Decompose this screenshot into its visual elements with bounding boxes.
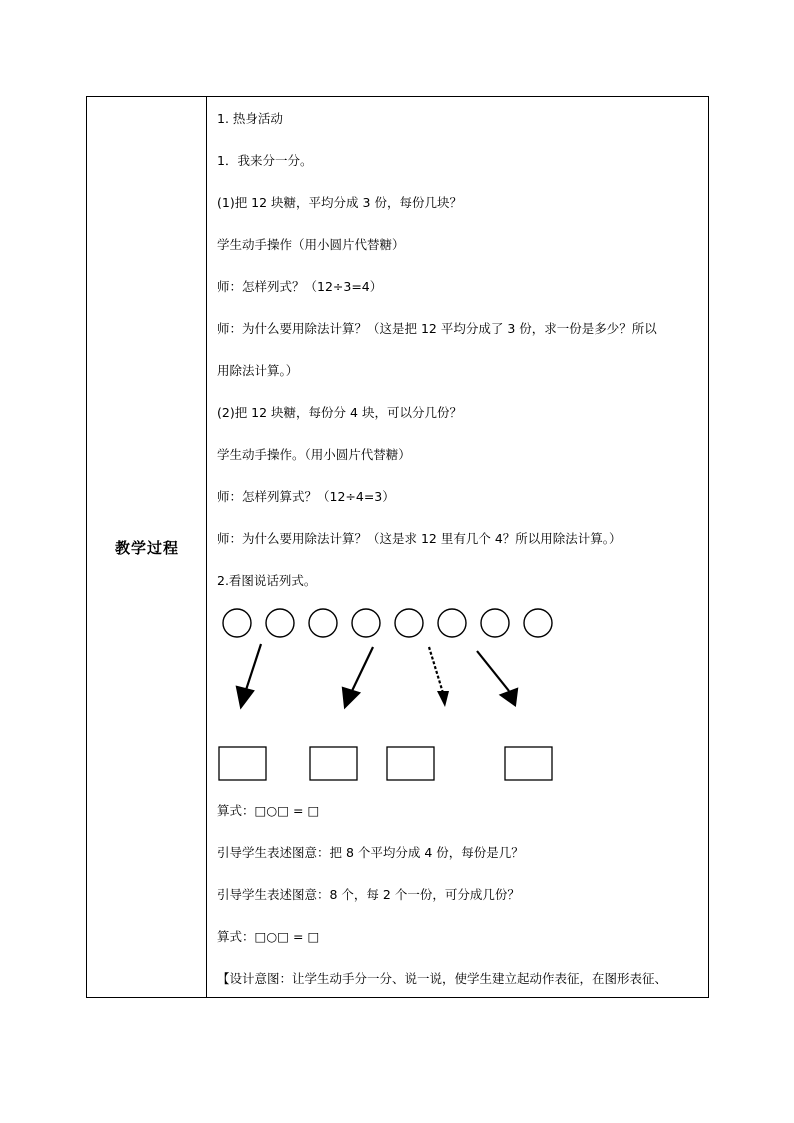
subheading-divide: 1．我来分一分。 (217, 153, 313, 168)
lesson-table (86, 96, 709, 998)
circle (524, 609, 552, 637)
circle (352, 609, 380, 637)
circle (438, 609, 466, 637)
circle (266, 609, 294, 637)
label-cell (87, 97, 207, 997)
answer-box (310, 747, 357, 780)
section-label: 教学过程 (114, 539, 179, 557)
circle (395, 609, 423, 637)
teacher-why-1-cont: 用除法计算。） (217, 363, 299, 378)
question-1: (1)把 12 块糖，平均分成 3 份，每份几块？ (217, 195, 462, 210)
answer-box (505, 747, 552, 780)
student-activity-1: 学生动手操作（用小圆片代替糖） (217, 237, 405, 252)
circle (223, 609, 251, 637)
teacher-question-2: 师：怎样列算式？（12÷4=3） (217, 489, 395, 504)
circle (481, 609, 509, 637)
teacher-why-2: 师：为什么要用除法计算？（这是求 12 里有几个 4？所以用除法计算。） (217, 531, 622, 546)
formula-1: 算式：□○□ = □ (217, 803, 320, 818)
question-2: (2)把 12 块糖，每份分 4 块，可以分几份？ (217, 405, 462, 420)
arrow (237, 644, 261, 707)
design-intent: 【设计意图：让学生动手分一分、说一说，使学生建立起动作表征，在图形表征、 (217, 971, 668, 986)
grouping-diagram (207, 597, 708, 797)
guide-statement-2: 引导学生表述图意：8 个，每 2 个一份，可分成几份？ (217, 887, 520, 902)
answer-box (387, 747, 434, 780)
heading-warmup: 1. 热身活动 (217, 111, 283, 126)
teacher-question-1: 师：怎样列式？（12÷3=4） (217, 279, 383, 294)
picture-talk-heading: 2.看图说话列式。 (217, 573, 317, 588)
formula-2: 算式：□○□ = □ (217, 929, 320, 944)
arrow (343, 647, 373, 707)
arrow (429, 647, 443, 693)
arrowhead (437, 691, 449, 707)
student-activity-2: 学生动手操作。（用小圆片代替糖） (217, 447, 411, 462)
content-cell (207, 97, 708, 997)
circle (309, 609, 337, 637)
teacher-why-1: 师：为什么要用除法计算？（这是把 12 平均分成了 3 份，求一份是多少？所以 (217, 321, 657, 336)
answer-box (219, 747, 266, 780)
guide-statement-1: 引导学生表述图意：把 8 个平均分成 4 份，每份是几？ (217, 845, 524, 860)
arrow (477, 651, 517, 705)
